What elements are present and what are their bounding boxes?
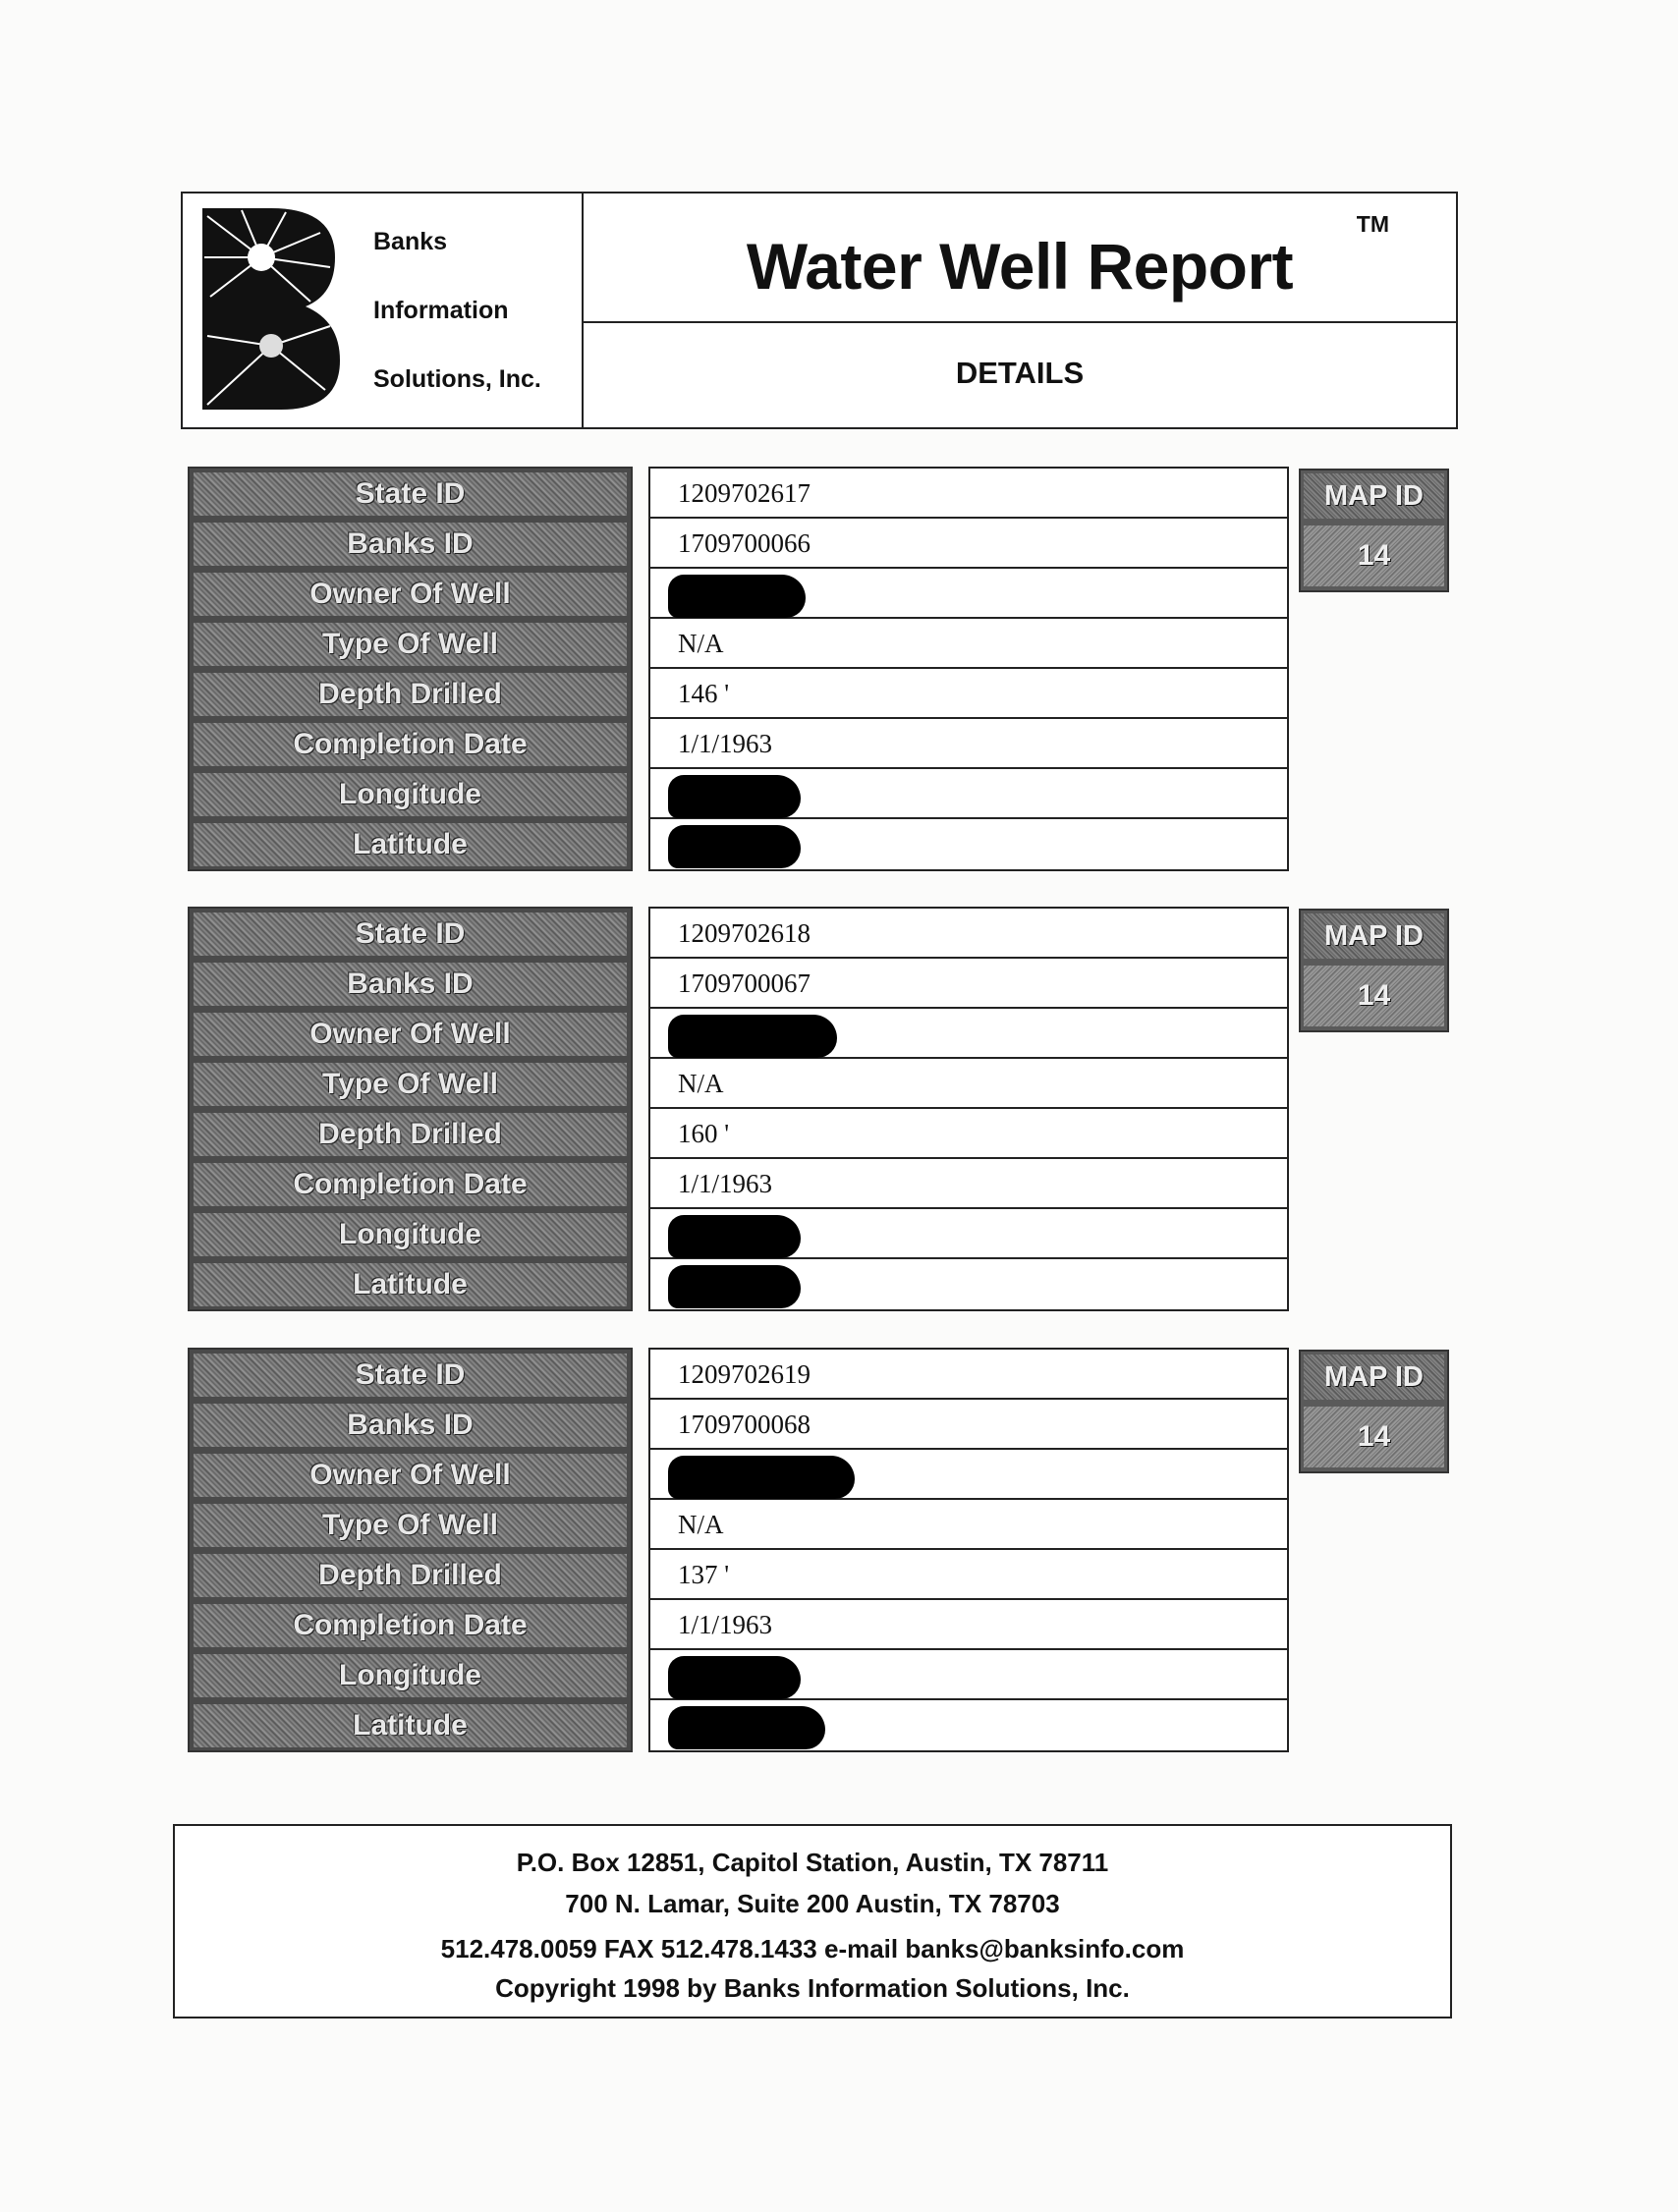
field-labels-column [188,907,633,1311]
value-longitude [650,769,1287,819]
map-id-label: MAP ID [1304,913,1444,959]
field-values-column [648,1348,1289,1752]
value-depth-drilled: 146 ' [650,669,1287,719]
company-name-line-2: Information [373,297,509,324]
label-banks-id: Banks ID [194,523,627,566]
redaction-bar [668,1265,801,1308]
value-completion-date: 1/1/1963 [650,719,1287,769]
label-latitude: Latitude [194,823,627,866]
redaction-bar [668,775,801,818]
map-id-label: MAP ID [1304,473,1444,519]
label-completion-date: Completion Date [194,723,627,766]
company-name-line-1: Banks [373,228,448,255]
banks-logo-icon [202,208,340,410]
field-labels-column [188,467,633,871]
footer-copyright: Copyright 1998 by Banks Information Solutions, Inc. [495,1973,1130,2003]
redaction-bar [668,825,801,868]
value-banks-id: 1709700067 [650,959,1287,1009]
well-record-3 [0,1348,1678,1785]
value-depth-drilled: 160 ' [650,1109,1287,1159]
map-id-label: MAP ID [1304,1355,1444,1400]
value-completion-date: 1/1/1963 [650,1159,1287,1209]
label-latitude: Latitude [194,1704,627,1747]
value-longitude [650,1650,1287,1700]
label-type-of-well: Type Of Well [194,1504,627,1547]
label-type-of-well: Type Of Well [194,623,627,666]
label-banks-id: Banks ID [194,963,627,1006]
label-latitude: Latitude [194,1263,627,1306]
label-state-id: State ID [194,1354,627,1397]
value-banks-id: 1709700066 [650,519,1287,569]
map-id-value: 14 [1304,525,1444,586]
redaction-bar [668,1215,801,1258]
map-id-box [1299,909,1449,1032]
value-owner-of-well [650,1450,1287,1500]
redaction-bar [668,1456,855,1499]
label-owner-of-well: Owner Of Well [194,573,627,616]
value-type-of-well: N/A [650,1059,1287,1109]
contact-footer [173,1824,1452,2018]
value-completion-date: 1/1/1963 [650,1600,1287,1650]
company-logo-block [183,194,584,427]
map-id-box [1299,1350,1449,1473]
value-state-id: 1209702617 [650,469,1287,519]
redaction-bar [668,1706,825,1749]
map-id-box [1299,469,1449,592]
label-state-id: State ID [194,912,627,956]
value-owner-of-well [650,1009,1287,1059]
label-depth-drilled: Depth Drilled [194,673,627,716]
title-cell [584,194,1456,323]
trademark-mark: TM [1356,211,1389,237]
map-id-value: 14 [1304,966,1444,1026]
company-name-line-3: Solutions, Inc. [373,365,541,393]
field-labels-column [188,1348,633,1752]
footer-po-box: P.O. Box 12851, Capitol Station, Austin, TX 78711 [516,1848,1109,1877]
label-owner-of-well: Owner Of Well [194,1013,627,1056]
value-owner-of-well [650,569,1287,619]
value-depth-drilled: 137 ' [650,1550,1287,1600]
value-latitude [650,819,1287,869]
label-state-id: State ID [194,472,627,516]
value-latitude [650,1700,1287,1750]
redaction-bar [668,1656,801,1699]
value-latitude [650,1259,1287,1309]
label-longitude: Longitude [194,1654,627,1697]
footer-phone-email: 512.478.0059 FAX 512.478.1433 e-mail banks@banksinfo.com [440,1934,1185,1963]
label-type-of-well: Type Of Well [194,1063,627,1106]
value-state-id: 1209702619 [650,1350,1287,1400]
label-depth-drilled: Depth Drilled [194,1554,627,1597]
value-type-of-well: N/A [650,619,1287,669]
page-title: Water Well Report [746,230,1294,303]
label-depth-drilled: Depth Drilled [194,1113,627,1156]
field-values-column [648,907,1289,1311]
label-banks-id: Banks ID [194,1404,627,1447]
label-longitude: Longitude [194,1213,627,1256]
value-longitude [650,1209,1287,1259]
redaction-bar [668,1015,837,1058]
field-values-column [648,467,1289,871]
label-longitude: Longitude [194,773,627,816]
well-record-2 [0,907,1678,1344]
well-record-1 [0,467,1678,904]
map-id-value: 14 [1304,1407,1444,1467]
label-completion-date: Completion Date [194,1163,627,1206]
page-subtitle: DETAILS [955,356,1085,390]
label-completion-date: Completion Date [194,1604,627,1647]
value-state-id: 1209702618 [650,909,1287,959]
footer-street-address: 700 N. Lamar, Suite 200 Austin, TX 78703 [565,1889,1060,1918]
value-type-of-well: N/A [650,1500,1287,1550]
label-owner-of-well: Owner Of Well [194,1454,627,1497]
redaction-bar [668,575,806,618]
report-header [181,192,1458,429]
value-banks-id: 1709700068 [650,1400,1287,1450]
